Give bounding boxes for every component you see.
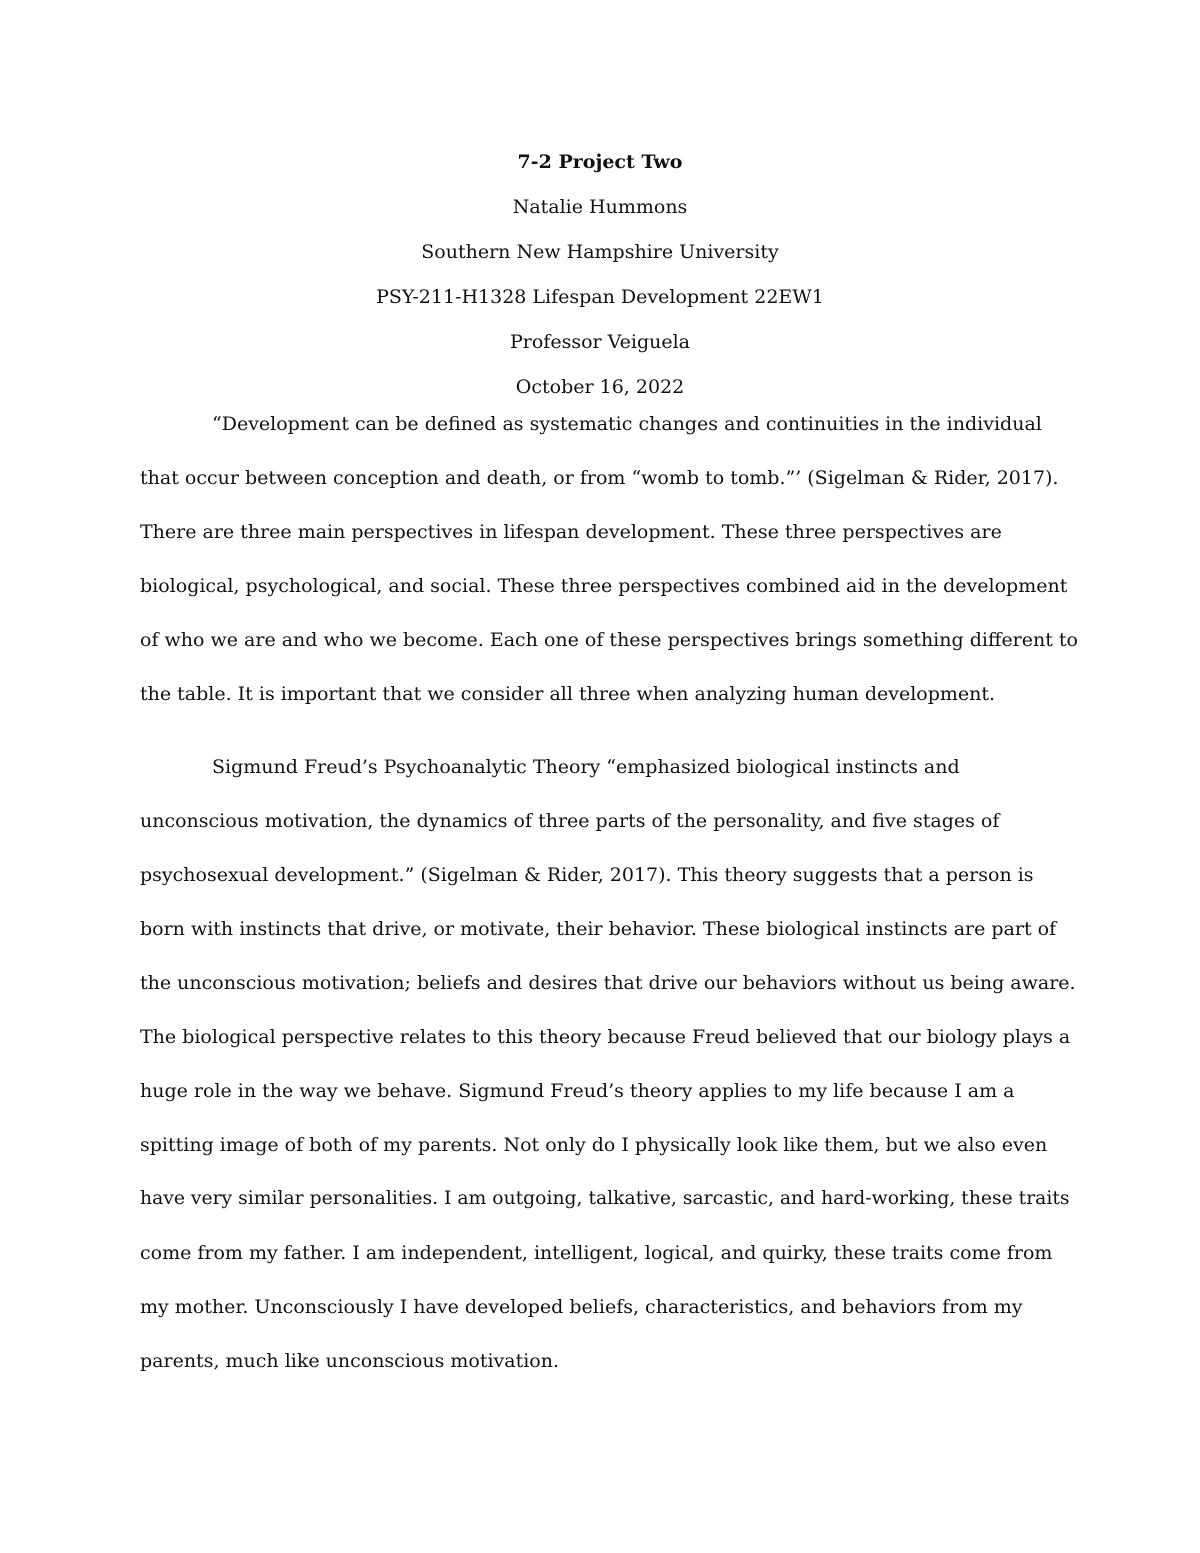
paper-date: October 16, 2022: [515, 376, 685, 398]
course-name: PSY-211-H1328 Lifespan Development 22EW1: [376, 286, 824, 308]
paragraph-line: parents, much like unconscious motivation.: [140, 1350, 560, 1372]
paragraph-line: Sigmund Freud’s Psychoanalytic Theory “emphasized biological instincts and: [212, 756, 960, 778]
paragraph-line: born with instincts that drive, or motivate, their behavior. These biological instincts are part of: [140, 918, 1057, 940]
paragraph-line: have very similar personalities. I am outgoing, talkative, sarcastic, and hard-working, these traits: [140, 1188, 1070, 1209]
professor-name: Professor Veiguela: [510, 331, 690, 353]
paragraph-line: come from my father. I am independent, intelligent, logical, and quirky, these traits come from: [140, 1242, 1053, 1264]
paragraph-line: The biological perspective relates to this theory because Freud believed that our biology plays a: [140, 1026, 1071, 1048]
institution-name: Southern New Hampshire University: [421, 241, 779, 263]
paragraph-line: There are three main perspectives in lifespan development. These three perspectives are: [140, 521, 1002, 543]
paragraph-line: spitting image of both of my parents. Not only do I physically look like them, but we also even: [140, 1134, 1048, 1156]
paragraph-line: of who we are and who we become. Each one of these perspectives brings something different to: [140, 629, 1078, 651]
paragraph-line: “Development can be defined as systematic changes and continuities in the individual: [212, 413, 1042, 435]
paragraph-line: unconscious motivation, the dynamics of three parts of the personality, and five stages of: [140, 810, 1000, 832]
title-block: [0, 140, 1200, 410]
paragraph-line: huge role in the way we behave. Sigmund Freud’s theory applies to my life because I am a: [140, 1080, 1015, 1102]
paragraph-1: [140, 397, 1080, 721]
paragraph-line: biological, psychological, and social. These three perspectives combined aid in the development: [140, 575, 1068, 597]
paragraph-line: the table. It is important that we consider all three when analyzing human development.: [140, 683, 996, 705]
paper-title: 7-2 Project Two: [517, 151, 683, 173]
paragraph-line: my mother. Unconsciously I have developed beliefs, characteristics, and behaviors from my: [140, 1296, 1023, 1318]
paragraph-2: [140, 740, 1080, 1388]
paragraph-line: psychosexual development.” (Sigelman & Rider, 2017). This theory suggests that a person is: [140, 864, 1034, 886]
author-name: Natalie Hummons: [512, 196, 688, 218]
paragraph-line: the unconscious motivation; beliefs and desires that drive our behaviors without us being aware.: [140, 972, 1076, 994]
paragraph-line: that occur between conception and death, or from “womb to tomb.”’ (Sigelman & Rider, 2017).: [140, 467, 1059, 489]
